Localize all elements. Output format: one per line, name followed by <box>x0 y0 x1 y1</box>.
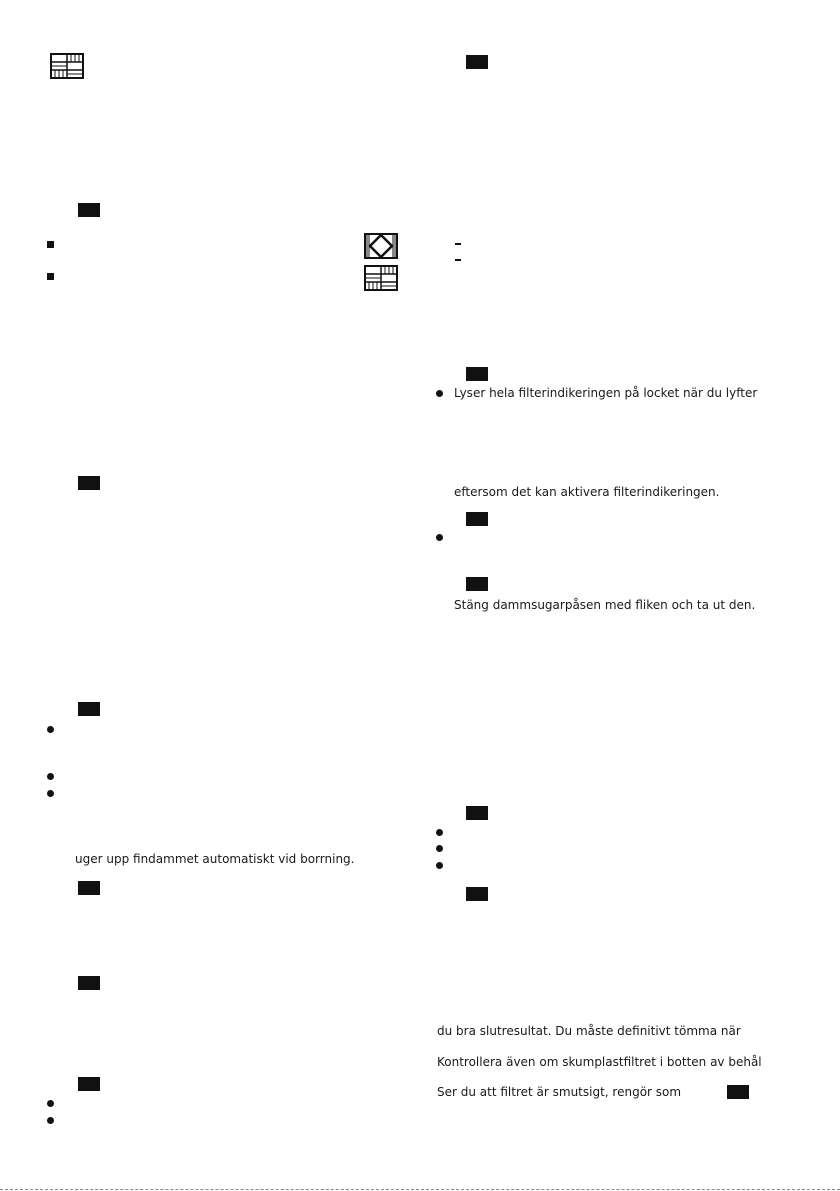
step-badge <box>78 702 100 716</box>
page-edge-divider <box>0 1189 840 1190</box>
body-text-line: eftersom det kan aktivera filterindikeringen. <box>454 485 720 499</box>
bullet-dot <box>436 862 443 869</box>
bullet-dot <box>47 1100 54 1107</box>
bullet-dot <box>47 726 54 733</box>
step-badge <box>466 887 488 901</box>
step-badge <box>78 976 100 990</box>
body-text-line: uger upp findammet automatiskt vid borrning. <box>75 852 355 866</box>
bullet-dot <box>47 790 54 797</box>
step-badge <box>466 367 488 381</box>
body-text-line: Stäng dammsugarpåsen med fliken och ta ut den. <box>454 598 756 612</box>
bullet-dot <box>436 390 443 397</box>
dash-marker <box>455 259 461 261</box>
step-badge <box>78 476 100 490</box>
bullet-dot <box>47 1117 54 1124</box>
bullet-dot <box>436 534 443 541</box>
bullet-dot <box>436 829 443 836</box>
filter-grid-icon <box>364 265 398 291</box>
body-text-line: du bra slutresultat. Du måste definitivt tömma när <box>437 1024 741 1038</box>
step-badge <box>78 881 100 895</box>
filter-diamond-icon <box>364 233 398 259</box>
bullet-dot <box>47 773 54 780</box>
body-text-line: Kontrollera även om skumplastfiltret i botten av behål <box>437 1055 762 1069</box>
bullet-square <box>47 273 54 280</box>
reference-badge <box>727 1085 749 1099</box>
bullet-dot <box>436 845 443 852</box>
bullet-square <box>47 241 54 248</box>
body-text-line: Ser du att filtret är smutsigt, rengör som <box>437 1085 682 1099</box>
step-badge <box>78 203 100 217</box>
dash-marker <box>455 243 461 245</box>
step-badge <box>78 1077 100 1091</box>
step-badge <box>466 512 488 526</box>
step-badge <box>466 55 488 69</box>
body-text-line: Lyser hela filterindikeringen på locket när du lyfter <box>454 386 758 400</box>
filter-grid-icon <box>50 53 84 79</box>
step-badge <box>466 577 488 591</box>
step-badge <box>466 806 488 820</box>
